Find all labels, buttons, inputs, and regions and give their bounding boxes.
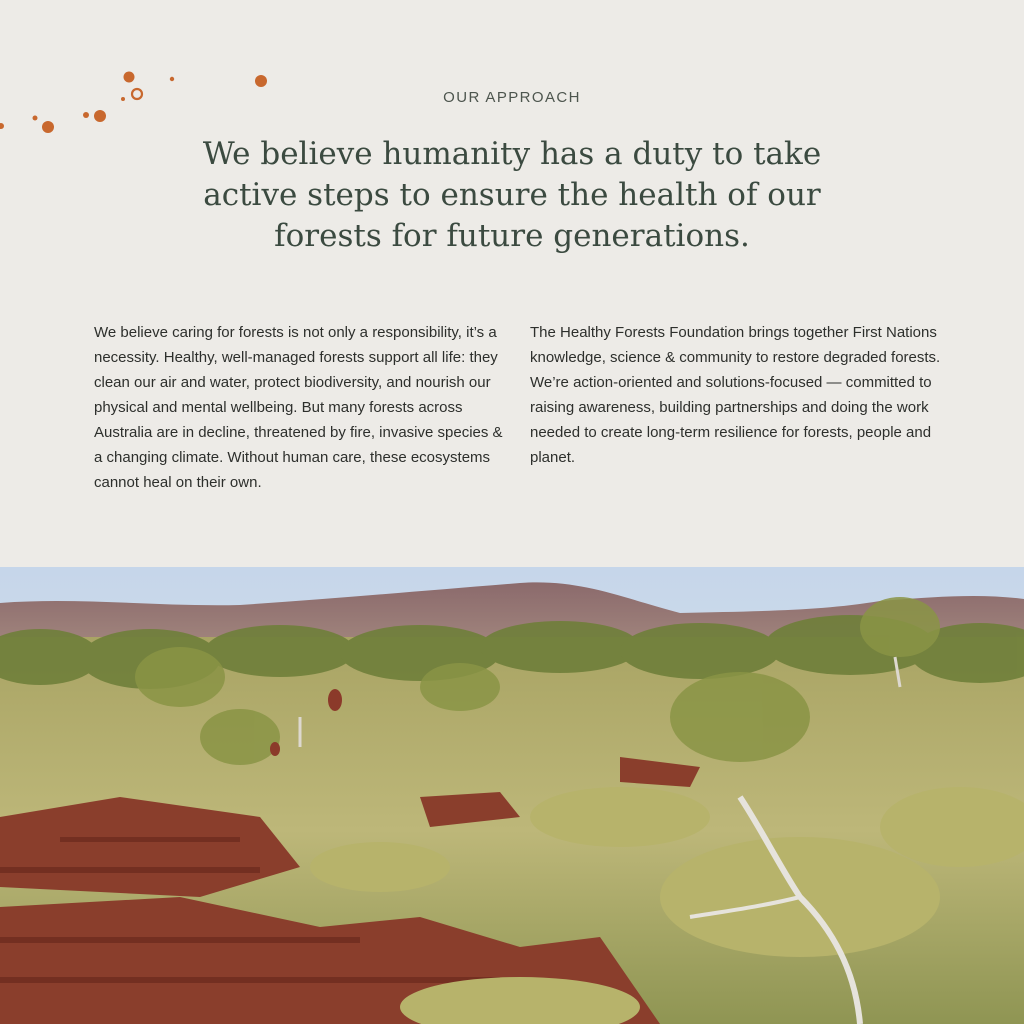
body-text-right: The Healthy Forests Foundation brings together First Nations knowledge, science & community to restore degraded forests. We’re action-oriented and solutions-focused — committed to raising awareness, building partnerships and doing the work needed to create long-term resilience for forests, people and planet. <box>530 324 941 466</box>
section-headline: We believe humanity has a duty to take active steps to ensure the health of our forests for future generations. <box>202 136 822 254</box>
section-eyebrow: OUR APPROACH <box>443 89 581 106</box>
body-text-left: We believe caring for forests is not only a responsibility, it’s a necessity. Healthy, well-managed forests support all life: they clean our air and water, protect biodiversity, and nourish our physical and mental wellbeing. But many forests across Australia are in decline, threatened by fire, invasive species & a changing climate. Without human care, these ecosystems cannot heal on their own. <box>94 324 503 491</box>
outback-landscape-photo <box>0 567 1024 1024</box>
